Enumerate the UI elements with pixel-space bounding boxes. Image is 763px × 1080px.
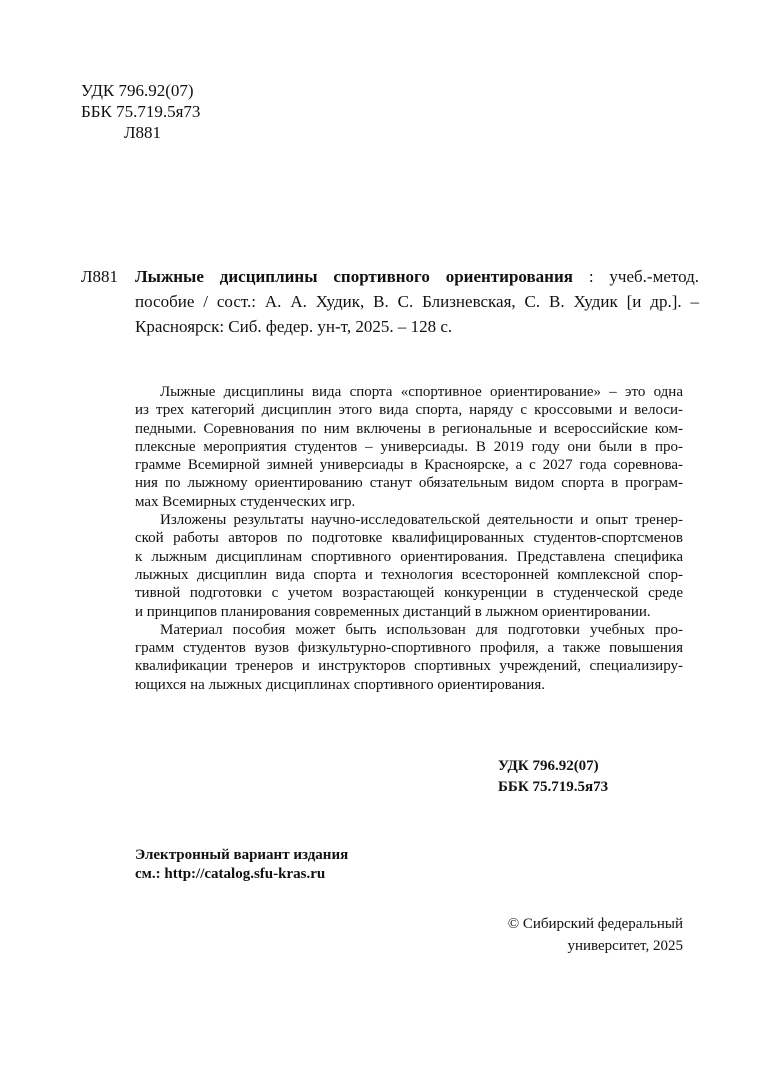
abstract-paragraph — [135, 383, 683, 511]
abstract-line: тивной подготовки с учетом возрастающей конкуренции в студенческой среде — [135, 585, 683, 602]
bibliographic-line — [135, 264, 699, 289]
electronic-version-note — [135, 846, 348, 884]
bbk-code: ББК 75.719.5я73 — [498, 779, 609, 795]
abstract-line: ющихся на лыжных дисциплинах спортивного ориентирования. — [135, 676, 545, 693]
copyright-line: © Сибирский федеральный — [507, 916, 683, 932]
abstract-line: квалификации тренеров и инструкторов спортивных учреждений, специализиру- — [135, 658, 683, 675]
abstract-line: Лыжные дисциплины вида спорта «спортивное ориентирование» – это одна — [160, 384, 683, 400]
abstract-paragraph — [135, 511, 683, 621]
abstract-line: плексные мероприятия студентов – универсиады. В 2019 году они были в про- — [135, 438, 683, 455]
abstract-line: мах Всемирных студенческих игр. — [135, 493, 356, 510]
electronic-version-label: Электронный вариант издания — [135, 847, 349, 863]
bibliographic-line-text: : учеб.-метод. — [572, 267, 699, 286]
author-mark: Л881 — [124, 123, 162, 142]
abstract-line: ния по лыжному ориентированию станут обязательным видом спорта в програм- — [135, 475, 683, 492]
abstract-line: к лыжным дисциплинам спортивного ориентирования. Представлена специфика — [135, 548, 683, 565]
abstract-line: Изложены результаты научно-исследовательской деятельности и опыт тренер- — [160, 512, 683, 529]
bibliographic-line: пособие / сост.: А. А. Худик, В. С. Близневская, С. В. Худик [и др.]. – — [135, 292, 699, 311]
copyright-line: университет, 2025 — [567, 938, 683, 954]
footer-classification-codes — [498, 756, 608, 798]
abstract-line: Материал пособия может быть использован для подготовки учебных про- — [160, 621, 683, 638]
header-classification-codes — [81, 80, 200, 143]
abstract-line: из трех категорий дисциплин этого вида спорта, наряду с кроссовыми и велоси- — [135, 402, 683, 419]
abstract-line: и принципов планирования современных дистанций в лыжном ориентировании. — [135, 603, 651, 620]
abstract-line: лыжных дисциплин вида спорта и технология всесторонней комплексной спор- — [135, 566, 683, 583]
bbk-code: ББК 75.719.5я73 — [81, 102, 201, 121]
bibliographic-line: Красноярск: Сиб. федер. ун-т, 2025. – 128 с. — [135, 317, 453, 336]
abstract-line: ской работы авторов по подготовке квалифицированных студентов-спортсменов — [135, 530, 683, 547]
abstract-paragraph — [135, 621, 683, 694]
abstract-line: грамме Всемирной зимней универсиады в Красноярске, а с 2027 года соревнова- — [135, 457, 683, 474]
abstract-line: грамм студентов вузов физкультурно-спортивного профиля, а также повышения — [135, 640, 683, 657]
abstract-line: педными. Соревнования по ним включены в региональные и всероссийские ком- — [135, 420, 683, 437]
catalog-link[interactable]: см.: http://catalog.sfu-kras.ru — [135, 866, 326, 882]
bibliographic-description — [135, 264, 699, 339]
copyright-notice — [498, 913, 683, 957]
book-title: Лыжные дисциплины спортивного ориентирования — [135, 267, 573, 286]
author-mark: Л881 — [81, 267, 119, 286]
udk-code: УДК 796.92(07) — [81, 81, 194, 100]
udk-code: УДК 796.92(07) — [498, 758, 599, 774]
abstract — [135, 383, 683, 694]
